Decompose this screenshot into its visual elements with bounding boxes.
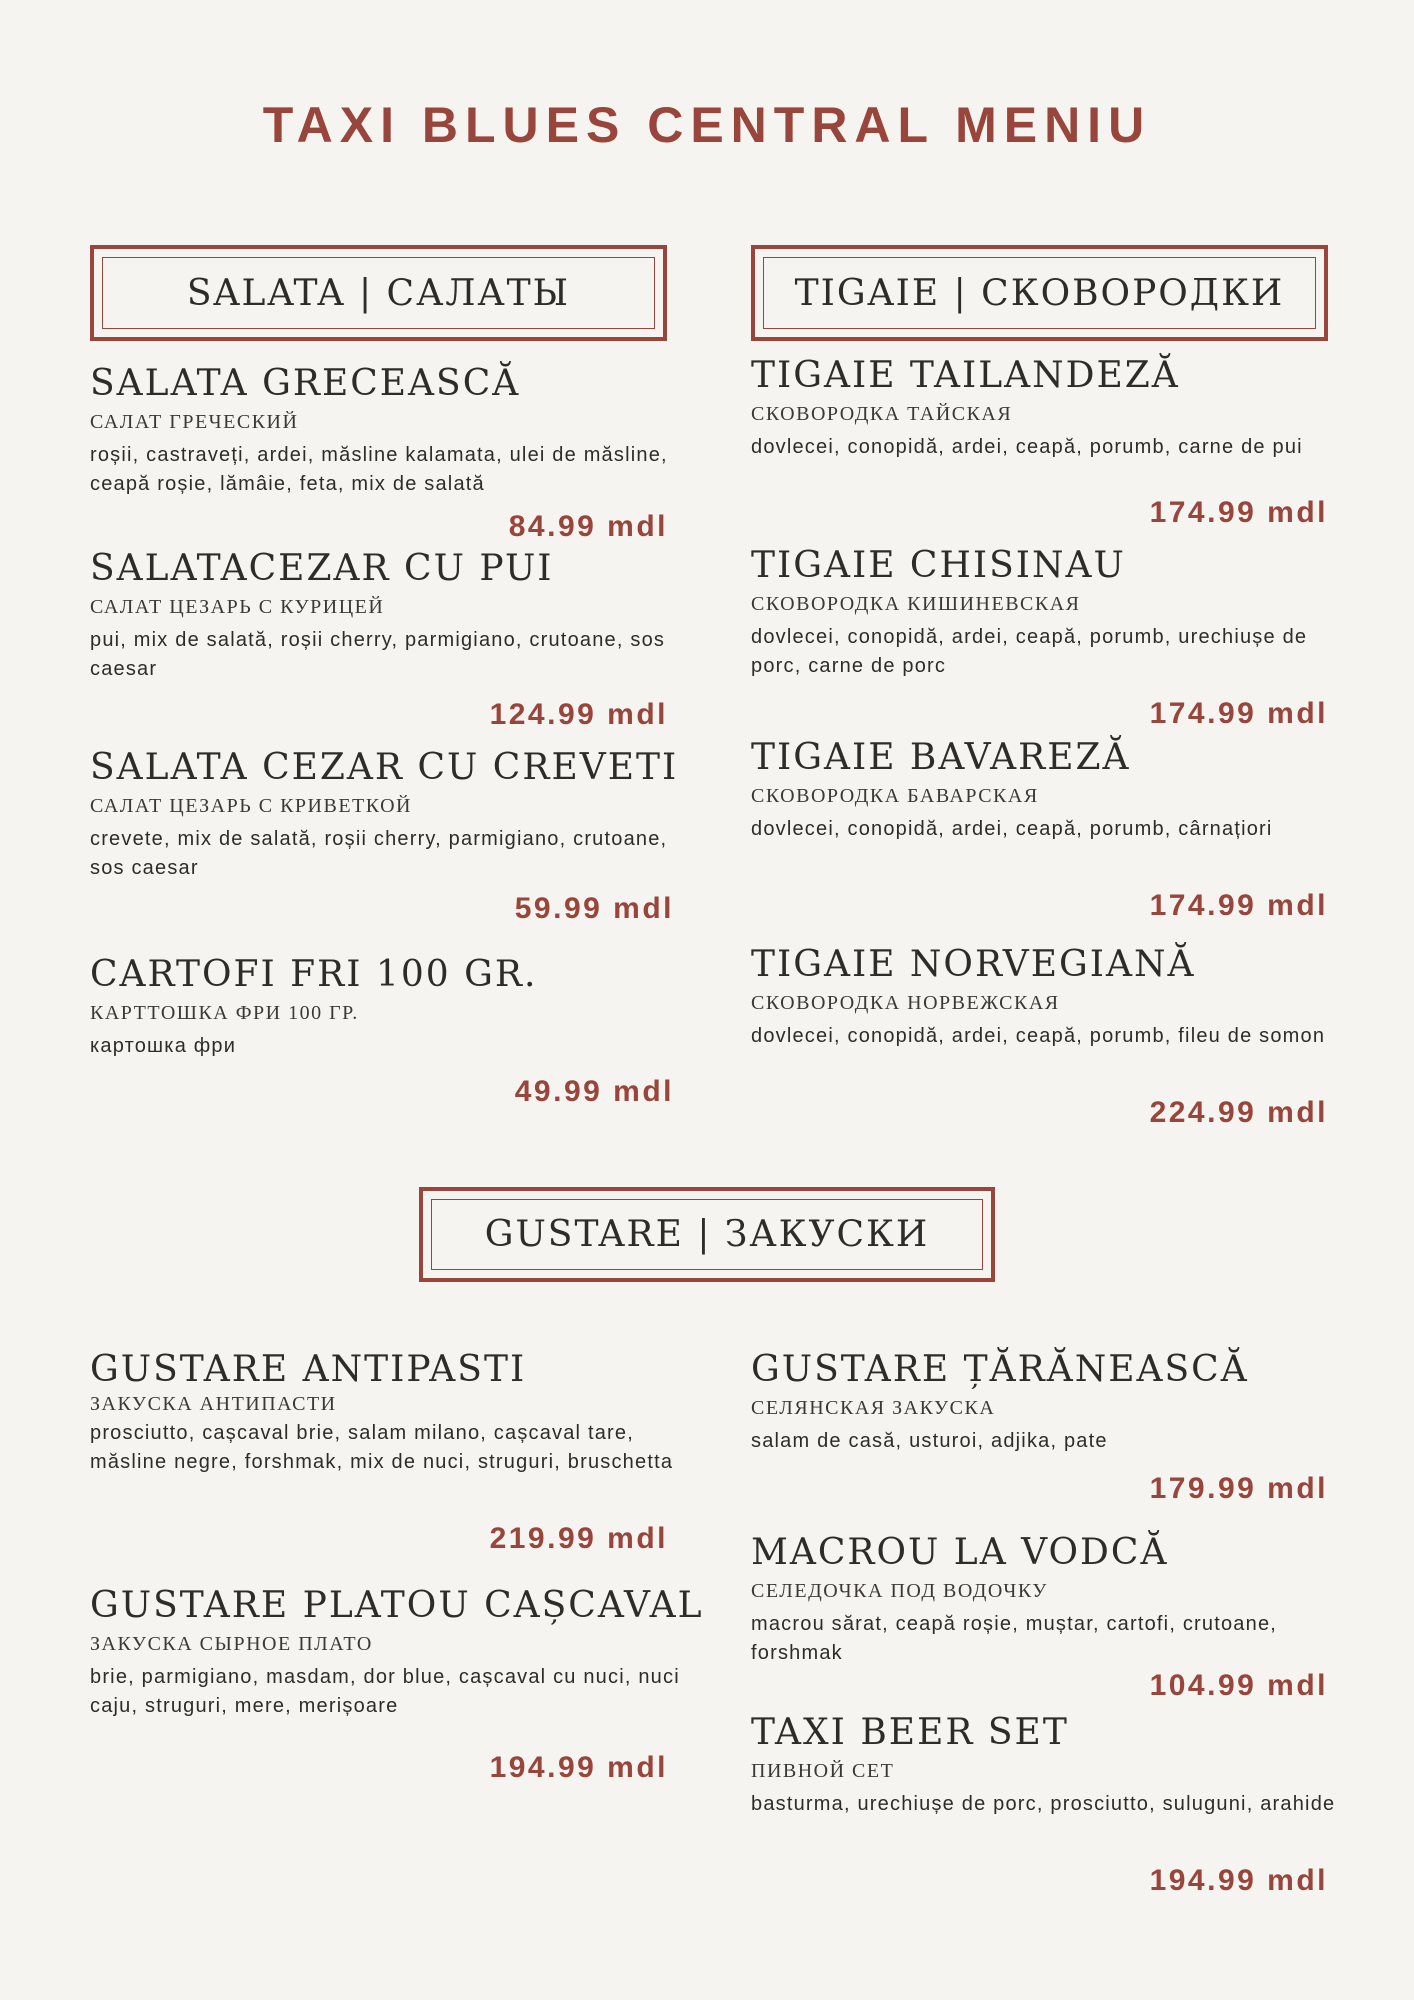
item-description: basturma, urechiușe de porc, prosciutto, suluguni, arahide — [751, 1793, 1336, 1815]
item-name: GUSTARE ȚĂRĂNEASCĂ — [751, 1349, 1249, 1390]
item-name: TAXI BEER SET — [751, 1712, 1069, 1753]
menu-item — [90, 1349, 690, 1477]
menu-item — [90, 747, 690, 883]
item-description: prosciutto, cașcaval brie, salam milano, cașcaval tare, măsline negre, forshmak, mix de nuci, struguri, bruschetta — [90, 1422, 674, 1473]
item-name: MACROU LA VODCĂ — [751, 1532, 1169, 1573]
item-name: TIGAIE CHISINAU — [751, 545, 1126, 586]
menu-item — [90, 954, 690, 1061]
item-description: macrou sărat, ceapă roșie, muștar, cartofi, crutoane, forshmak — [751, 1613, 1278, 1664]
item-name-ru: САЛАТ ГРЕЧЕСКИЙ — [90, 411, 299, 433]
item-price: 174.99 mdl — [1149, 496, 1328, 529]
item-name-ru: САЛАТ ЦЕЗАРЬ С КУРИЦЕЙ — [90, 596, 385, 618]
item-name-ru: СЕЛЯНСКАЯ ЗАКУСКА — [751, 1397, 996, 1419]
item-name: TIGAIE NORVEGIANĂ — [751, 944, 1196, 985]
item-description: dovlecei, conopidă, ardei, ceapă, porumb, carne de pui — [751, 436, 1303, 458]
section-header-label: SALATA | САЛАТЫ — [102, 257, 655, 329]
item-name-ru: СКОВОРОДКА БАВАРСКАЯ — [751, 785, 1039, 807]
item-description: dovlecei, conopidă, ardei, ceapă, porumb, urechiușe de porc, carne de porc — [751, 626, 1308, 677]
menu-item — [751, 1349, 1351, 1456]
menu-item — [751, 944, 1351, 1051]
menu-item — [751, 1532, 1351, 1668]
menu-item — [90, 548, 690, 684]
item-name-ru: ПИВНОЙ СЕТ — [751, 1760, 895, 1782]
menu-item — [751, 355, 1351, 462]
item-name-ru: СКОВОРОДКА ТАЙСКАЯ — [751, 403, 1013, 425]
menu-item — [751, 545, 1351, 681]
item-description: dovlecei, conopidă, ardei, ceapă, porumb, fileu de somon — [751, 1025, 1326, 1047]
item-price: 174.99 mdl — [1149, 697, 1328, 730]
section-header-gustare — [419, 1187, 995, 1282]
item-price: 84.99 mdl — [508, 510, 668, 543]
item-description: crevete, mix de salată, roșii cherry, parmigiano, crutoane, sos caesar — [90, 828, 668, 879]
item-description: roșii, castraveți, ardei, măsline kalamata, ulei de măsline, ceapă roșie, lămâie, feta, mix de salată — [90, 444, 668, 495]
item-name-ru: СКОВОРОДКА НОРВЕЖСКАЯ — [751, 992, 1060, 1014]
menu-item — [90, 1585, 710, 1721]
item-price: 174.99 mdl — [1149, 889, 1328, 922]
menu-title: TAXI BLUES CENTRAL MENIU — [262, 97, 1152, 153]
item-price: 194.99 mdl — [1149, 1864, 1328, 1897]
item-name-ru: ЗАКУСКА АНТИПАСТИ — [90, 1393, 337, 1415]
item-name: GUSTARE ANTIPASTI — [90, 1349, 527, 1390]
item-description: dovlecei, conopidă, ardei, ceapă, porumb, cârnațiori — [751, 818, 1273, 840]
item-price: 49.99 mdl — [514, 1075, 674, 1108]
item-name: TIGAIE TAILANDEZĂ — [751, 355, 1180, 396]
item-name-ru: СКОВОРОДКА КИШИНЕВСКАЯ — [751, 593, 1081, 615]
item-price: 194.99 mdl — [489, 1751, 668, 1784]
menu-item — [751, 737, 1351, 844]
item-name: SALATACEZAR CU PUI — [90, 548, 554, 589]
item-price: 219.99 mdl — [489, 1522, 668, 1555]
section-header-tigaie — [751, 245, 1328, 341]
section-header-label: GUSTARE | ЗАКУСКИ — [431, 1199, 983, 1270]
item-name: SALATA CEZAR CU CREVETI — [90, 747, 679, 788]
section-header-salata — [90, 245, 667, 341]
item-price: 224.99 mdl — [1149, 1096, 1328, 1129]
item-description: salam de casă, usturoi, adjika, pate — [751, 1430, 1108, 1452]
item-price: 124.99 mdl — [489, 698, 668, 731]
menu-item — [90, 363, 690, 499]
item-price: 59.99 mdl — [514, 892, 674, 925]
section-header-label: TIGAIE | СКОВОРОДКИ — [763, 257, 1316, 329]
item-description: brie, parmigiano, masdam, dor blue, cașcaval cu nuci, nuci caju, struguri, mere, merișoare — [90, 1666, 680, 1717]
item-name: GUSTARE PLATOU CAȘCAVAL — [90, 1585, 704, 1626]
item-description: pui, mix de salată, roșii cherry, parmigiano, crutoane, sos caesar — [90, 629, 666, 680]
item-name: TIGAIE BAVAREZĂ — [751, 737, 1131, 778]
item-price: 179.99 mdl — [1149, 1472, 1328, 1505]
item-name: CARTOFI FRI 100 GR. — [90, 954, 538, 995]
item-description: картошка фри — [90, 1035, 237, 1057]
item-name-ru: ЗАКУСКА СЫРНОЕ ПЛАТО — [90, 1633, 373, 1655]
item-name-ru: КАРТТОШКА ФРИ 100 ГР. — [90, 1002, 359, 1024]
item-price: 104.99 mdl — [1149, 1669, 1328, 1702]
item-name-ru: СЕЛЕДОЧКА ПОД ВОДОЧКУ — [751, 1580, 1048, 1602]
item-name-ru: САЛАТ ЦЕЗАРЬ С КРИВЕТКОЙ — [90, 795, 412, 817]
item-name: SALATA GRECEASCĂ — [90, 363, 521, 404]
menu-item — [751, 1712, 1351, 1819]
